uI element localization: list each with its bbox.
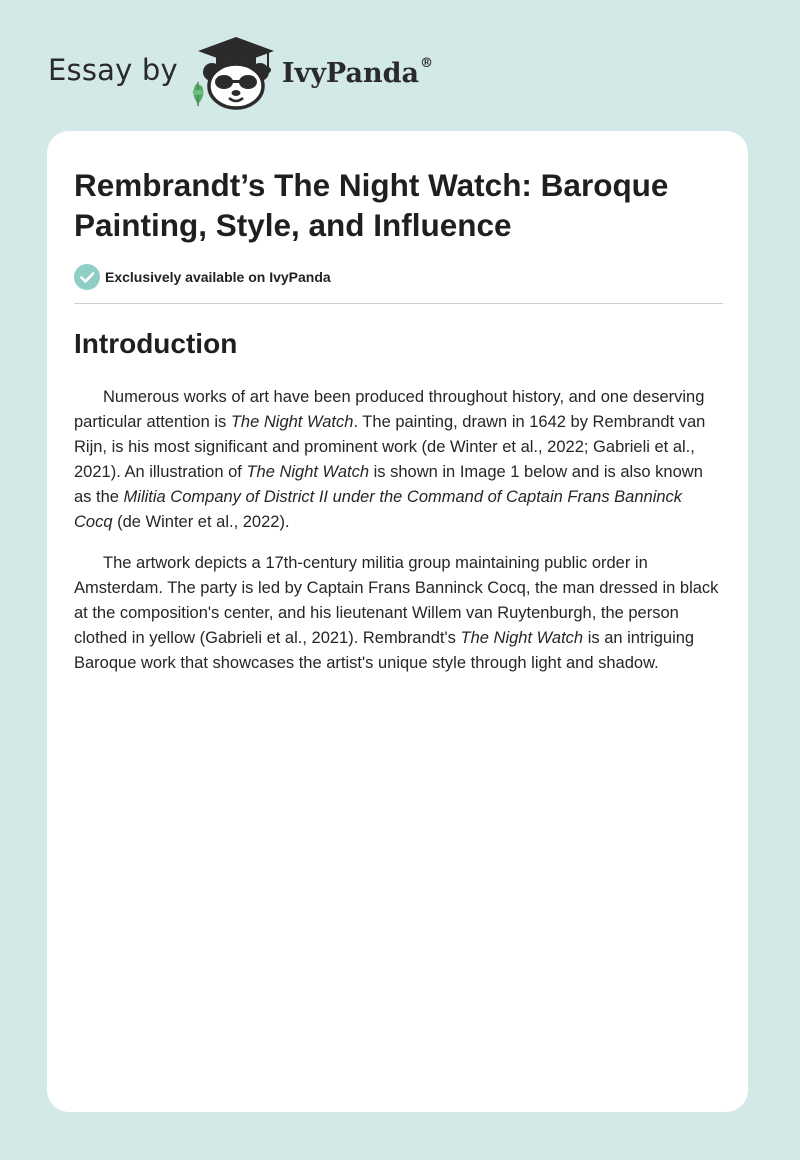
italic-text: Militia Company of District II under the Command of Captain Frans Banninck Cocq (74, 488, 683, 531)
brand-name (281, 55, 433, 89)
panda-graduate-icon (188, 34, 284, 110)
paragraph (74, 385, 719, 535)
italic-text: The Night Watch (246, 463, 370, 481)
text-run: is an intriguing Baroque work that showcases the artist's unique style through light and shadow. (74, 629, 695, 672)
paragraph (74, 551, 719, 676)
brand-name-text: IvyPanda (281, 57, 419, 89)
exclusive-badge-text: Exclusively available on IvyPanda (105, 269, 331, 285)
exclusive-badge (74, 264, 331, 290)
registered-mark: ® (419, 55, 433, 71)
text-run: Numerous works of art have been produced throughout history, and one deserving particular attention is (74, 388, 705, 431)
text-run: . The painting, drawn in 1642 by Rembrandt van Rijn, is his most significant and prominent work (de Winter et al., 2022; Gabrieli et al., 2021). An illustration of (74, 413, 706, 481)
italic-text: The Night Watch (230, 413, 354, 431)
section-heading-introduction: Introduction (74, 328, 238, 359)
text-run: is shown in Image 1 below and is also known as the (74, 463, 703, 506)
italic-text: The Night Watch (460, 629, 584, 647)
text-run: The artwork depicts a 17th-century militia group maintaining public order in Amsterdam. The party is led by Captain Frans Banninck Cocq, the man dressed in black at the composition's center, and his lieutenant Willem van Ruytenburgh, the person clothed in yellow (Gabrieli et al., 2021). Rembrandt's (74, 554, 719, 647)
site-header-logo[interactable] (48, 34, 433, 110)
essay-card (47, 131, 748, 1112)
essay-title: Rembrandt’s The Night Watch: Baroque Painting, Style, and Influence (74, 167, 669, 243)
check-circle-icon (74, 264, 100, 290)
title-divider (74, 303, 723, 304)
text-run: (de Winter et al., 2022). (112, 513, 290, 531)
essay-body (74, 385, 719, 692)
brand-prefix: Essay by (48, 53, 178, 87)
